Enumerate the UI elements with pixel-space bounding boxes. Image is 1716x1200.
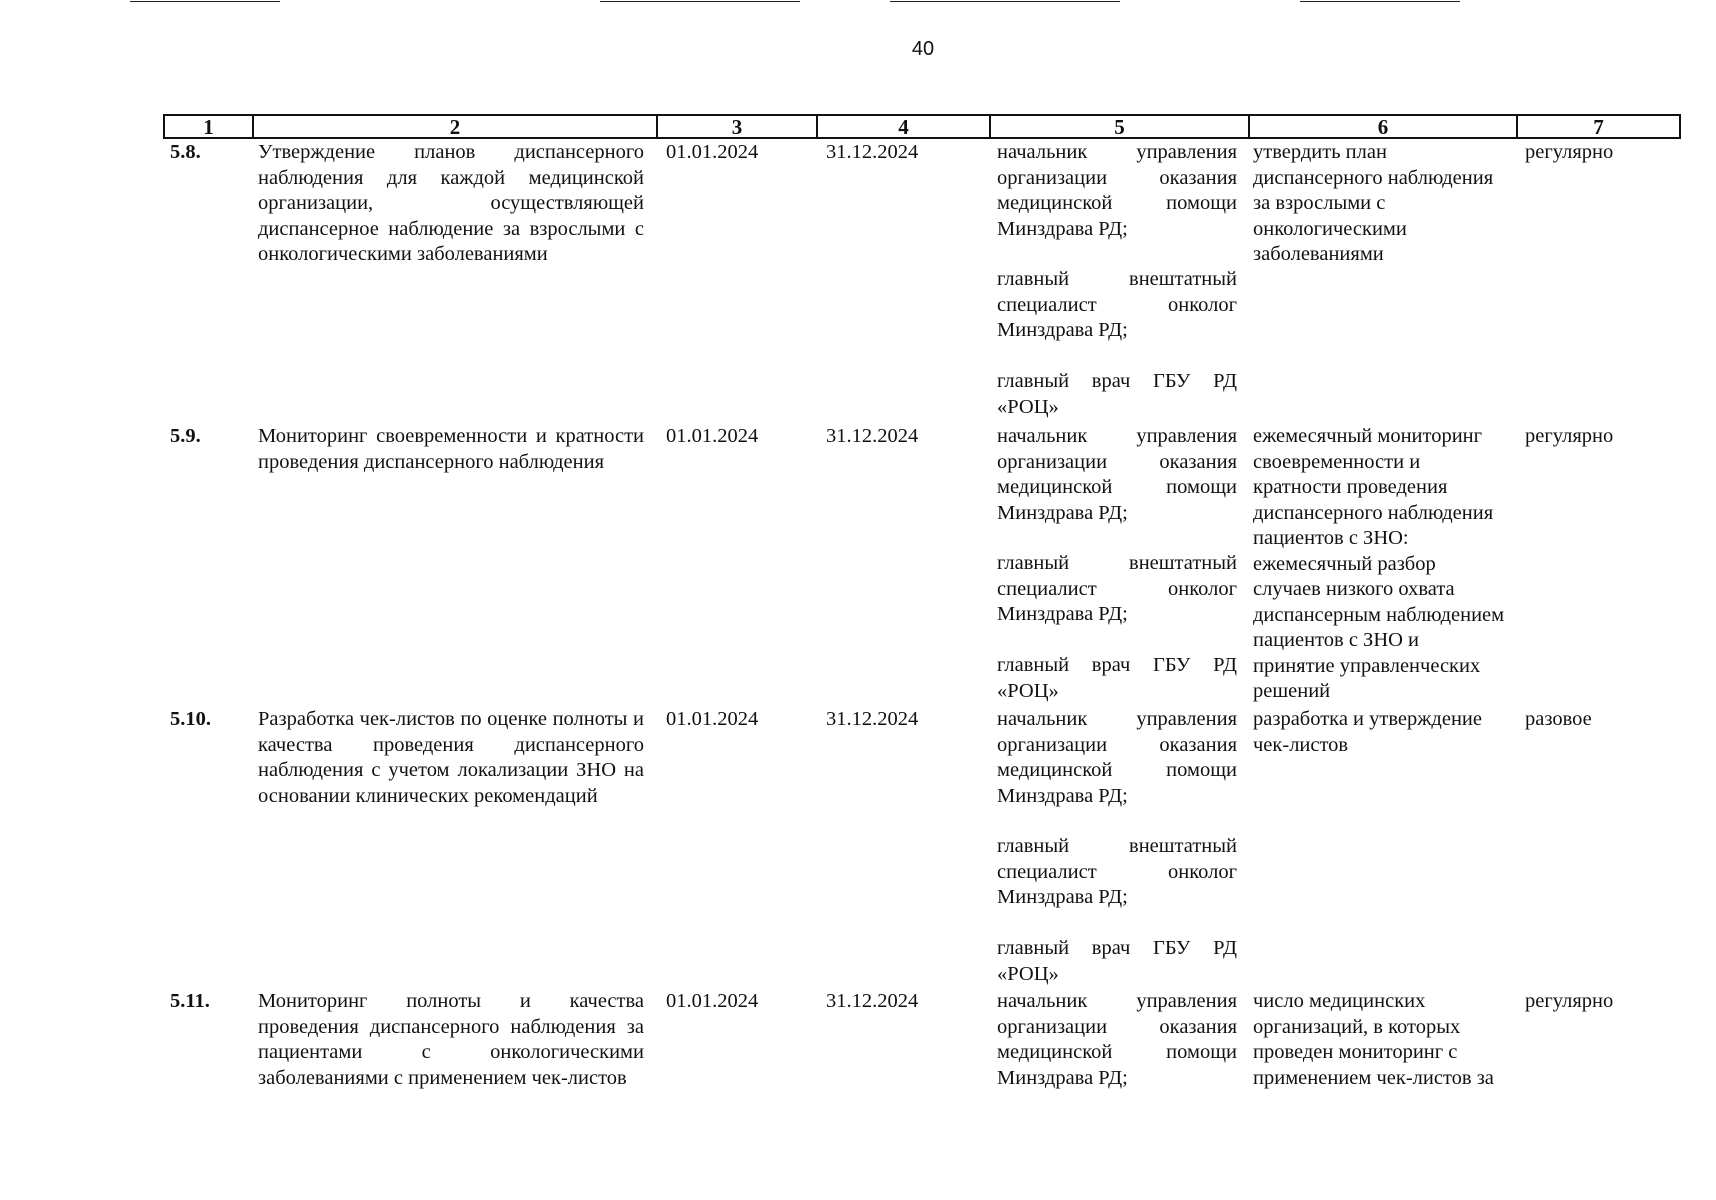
measure-name: Мониторинг своевременности и кратности проведения диспансерного наблюдения xyxy=(258,425,644,473)
expected-result: число медицинских организаций, в которых проведен мониторинг с применением чек-листов за xyxy=(1253,990,1494,1089)
responsible-list xyxy=(997,424,1237,704)
column-header: 3 xyxy=(658,116,818,137)
measure-name: Мониторинг полноты и качества проведения диспансерного наблюдения за пациентами с онкологическими заболеваниями с применением чек-листов xyxy=(258,990,644,1089)
end-date: 31.12.2024 xyxy=(826,425,919,447)
measure-name: Утверждение планов диспансерного наблюдения для каждой медицинской организации, осуществляющей диспансерное наблюдение за взрослыми с онкологическими заболеваниями xyxy=(258,141,644,265)
responsible-item: главный внештатный специалист онколог Минздрава РД; xyxy=(997,268,1237,341)
scan-mark xyxy=(890,1,1120,2)
start-date: 01.01.2024 xyxy=(666,141,759,163)
responsible-list xyxy=(997,707,1237,987)
row-number: 5.10. xyxy=(170,708,211,730)
responsible-item: главный врач ГБУ РД «РОЦ» xyxy=(997,370,1237,418)
column-header: 4 xyxy=(818,116,991,137)
responsible-item: начальник управления организации оказания медицинской помощи Минздрава РД; xyxy=(997,708,1237,807)
expected-result: ежемесячный мониторинг своевременности и кратности проведения диспансерного наблюдения пациентов с ЗНО: ежемесячный разбор случаев низкого охвата диспансерным наблюдением пациентов с ЗНО и принятие управленческих решений xyxy=(1253,425,1505,702)
measure-name: Разработка чек-листов по оценке полноты и качества проведения диспансерного наблюдения с учетом локализации ЗНО на основании клинических рекомендаций xyxy=(258,708,644,807)
expected-result: утвердить план диспансерного наблюдения за взрослыми с онкологическими заболеваниями xyxy=(1253,141,1494,265)
scan-mark xyxy=(130,1,280,2)
responsible-list xyxy=(997,989,1237,1091)
column-header: 5 xyxy=(991,116,1250,137)
start-date: 01.01.2024 xyxy=(666,425,759,447)
row-number: 5.11. xyxy=(170,990,210,1012)
responsible-item: главный врач ГБУ РД «РОЦ» xyxy=(997,654,1237,702)
responsible-item: главный внештатный специалист онколог Минздрава РД; xyxy=(997,835,1237,908)
end-date: 31.12.2024 xyxy=(826,990,919,1012)
scan-mark xyxy=(1300,1,1460,2)
page-number: 40 xyxy=(911,38,935,60)
column-header: 6 xyxy=(1250,116,1518,137)
periodicity: регулярно xyxy=(1525,990,1614,1012)
end-date: 31.12.2024 xyxy=(826,708,919,730)
responsible-item: начальник управления организации оказания медицинской помощи Минздрава РД; xyxy=(997,990,1237,1089)
table-header xyxy=(163,114,1681,139)
periodicity: разовое xyxy=(1525,708,1592,730)
responsible-item: начальник управления организации оказания медицинской помощи Минздрава РД; xyxy=(997,141,1237,240)
expected-result: разработка и утверждение чек-листов xyxy=(1253,708,1482,756)
responsible-item: главный врач ГБУ РД «РОЦ» xyxy=(997,937,1237,985)
periodicity: регулярно xyxy=(1525,425,1614,447)
column-header: 1 xyxy=(165,116,254,137)
scan-mark xyxy=(600,1,800,2)
column-header: 2 xyxy=(254,116,658,137)
responsible-item: начальник управления организации оказания медицинской помощи Минздрава РД; xyxy=(997,425,1237,524)
column-header: 7 xyxy=(1593,115,1604,139)
row-number: 5.8. xyxy=(170,141,201,163)
periodicity: регулярно xyxy=(1525,141,1614,163)
start-date: 01.01.2024 xyxy=(666,990,759,1012)
row-number: 5.9. xyxy=(170,425,201,447)
end-date: 31.12.2024 xyxy=(826,141,919,163)
start-date: 01.01.2024 xyxy=(666,708,759,730)
responsible-list xyxy=(997,140,1237,420)
responsible-item: главный внештатный специалист онколог Минздрава РД; xyxy=(997,552,1237,625)
